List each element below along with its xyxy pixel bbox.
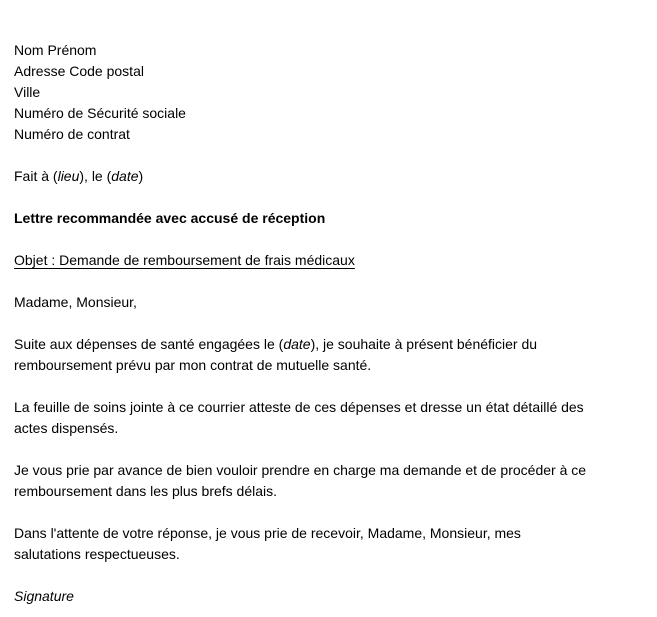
p1-text-prefix: Suite aux dépenses de santé engagées le ( [14, 336, 284, 352]
sender-address: Adresse Code postal [14, 63, 144, 79]
place-placeholder: lieu [57, 168, 80, 184]
sender-name: Nom Prénom [14, 42, 97, 58]
letter-document [14, 40, 654, 607]
paragraph-4 [14, 523, 654, 565]
spacer [14, 439, 654, 460]
paragraph-3 [14, 460, 654, 502]
p3-line-2: remboursement dans les plus brefs délais. [14, 483, 278, 499]
sender-social-security: Numéro de Sécurité sociale [14, 105, 186, 121]
spacer [14, 271, 654, 292]
spacer [14, 376, 654, 397]
sender-city: Ville [14, 84, 41, 100]
salutation: Madame, Monsieur, [14, 294, 137, 310]
spacer [14, 229, 654, 250]
sender-contract: Numéro de contrat [14, 126, 130, 142]
p4-line-2: salutations respectueuses. [14, 546, 180, 562]
spacer [14, 565, 654, 586]
spacer [14, 502, 654, 523]
signature: Signature [14, 588, 74, 604]
p3-line-1: Je vous prie par avance de bien vouloir prendre en charge ma demande et de procéder à ce [14, 462, 587, 478]
sender-block [14, 40, 654, 145]
spacer [14, 145, 654, 166]
spacer [14, 313, 654, 334]
place-date-middle: ), le ( [79, 168, 112, 184]
paragraph-2 [14, 397, 654, 439]
p2-line-1: La feuille de soins jointe à ce courrier atteste de ces dépenses et dresse un état détaillé des [14, 399, 584, 415]
p4-line-1: Dans l'attente de votre réponse, je vous prie de recevoir, Madame, Monsieur, mes [14, 525, 521, 541]
date-placeholder: date [283, 336, 311, 352]
registered-mail-notice: Lettre recommandée avec accusé de réception [14, 210, 326, 226]
p2-line-2: actes dispensés. [14, 420, 119, 436]
subject-line: Objet : Demande de remboursement de frais médicaux [14, 252, 355, 268]
paragraph-1 [14, 334, 654, 376]
date-placeholder: date [111, 168, 139, 184]
place-date-prefix: Fait à ( [14, 168, 58, 184]
spacer [14, 187, 654, 208]
place-date-line [14, 166, 654, 187]
p1-text-suffix: ), je souhaite à présent bénéficier du [310, 336, 538, 352]
p1-line-2: remboursement prévu par mon contrat de mutuelle santé. [14, 357, 372, 373]
place-date-suffix: ) [138, 168, 144, 184]
